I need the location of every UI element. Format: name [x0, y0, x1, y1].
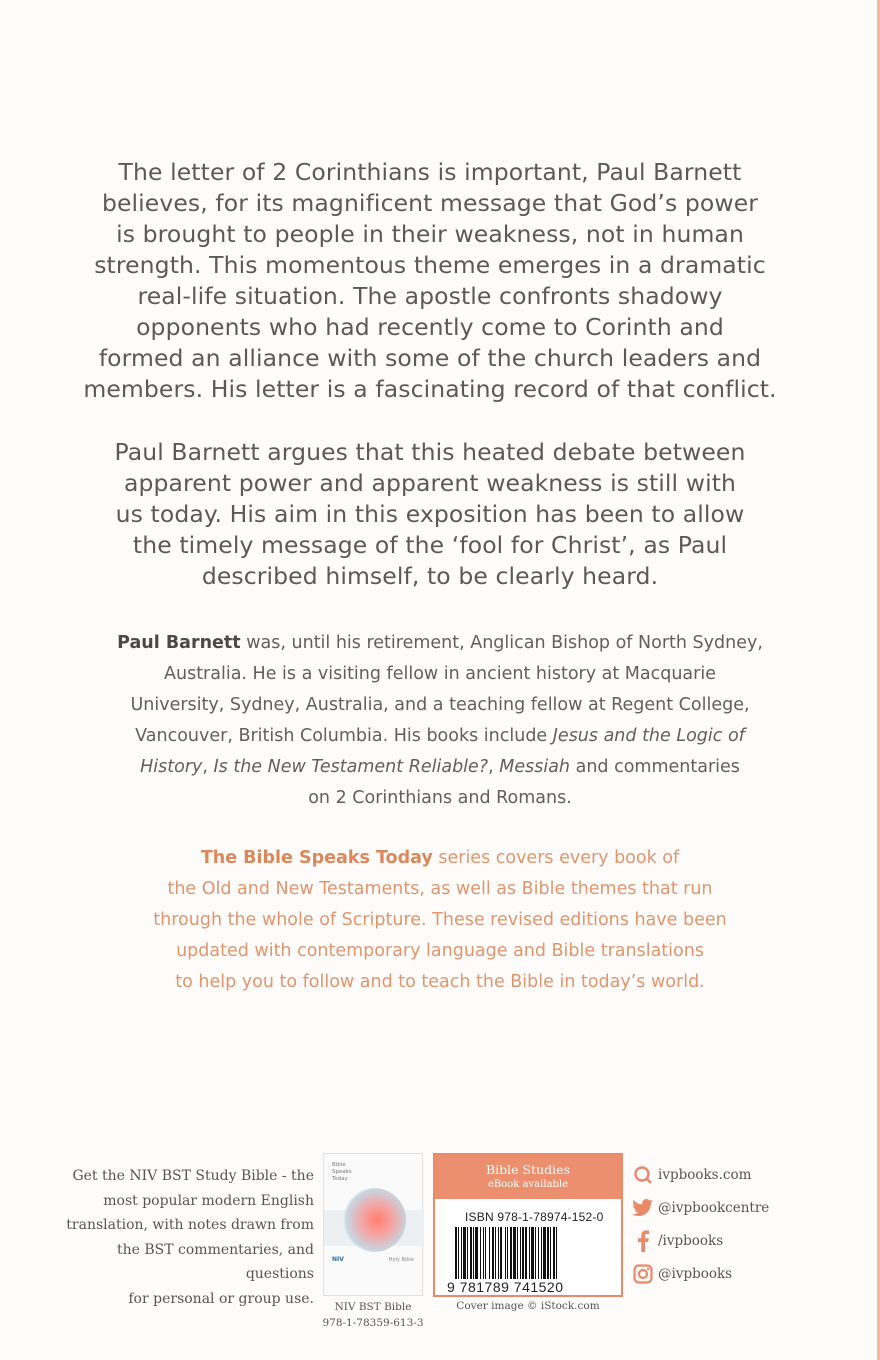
bio-text: and commentaries	[570, 757, 740, 777]
social-twitter[interactable]	[632, 1196, 832, 1220]
barcode-bar	[529, 1227, 530, 1279]
blurb-line: us today. His aim in this exposition has been to allow	[115, 500, 745, 528]
barcode-bar	[467, 1227, 468, 1279]
barcode-bar	[522, 1227, 524, 1279]
website-link[interactable]: ivpbooks.com	[658, 1167, 752, 1183]
series-text: series covers every book of	[432, 848, 680, 868]
barcode-bar	[475, 1227, 478, 1279]
series-line	[110, 843, 770, 874]
barcode-bar	[547, 1227, 549, 1279]
barcode-bar	[461, 1227, 462, 1279]
barcode-bar	[517, 1227, 518, 1279]
series-description	[110, 843, 770, 998]
barcode-bar	[513, 1227, 516, 1279]
cover-title-line: Speaks	[332, 1169, 352, 1175]
barcode-bar	[550, 1227, 551, 1279]
barcode-panel	[433, 1153, 623, 1297]
barcode-bar	[520, 1227, 521, 1279]
barcode-bar	[531, 1227, 534, 1279]
bio-line: Australia. He is a visiting fellow in ancient history at Macquarie	[164, 664, 716, 684]
blurb-line: The letter of 2 Corinthians is important, Paul Barnett	[118, 158, 742, 186]
study-bible-name: NIV BST Bible	[334, 1301, 412, 1313]
blurb-line: is brought to people in their weakness, not in human	[116, 220, 744, 248]
blurb-paragraph-1	[80, 157, 780, 405]
barcode-bar	[489, 1227, 490, 1279]
barcode-bar	[543, 1227, 546, 1279]
bio-line: on 2 Corinthians and Romans.	[308, 788, 572, 808]
promo-line: translation, with notes drawn from	[66, 1217, 314, 1233]
blurb-line: the timely message of the ‘fool for Christ’, as Paul	[132, 531, 728, 559]
barcode-bar	[505, 1227, 506, 1279]
barcode-bar	[495, 1227, 496, 1279]
barcode-digits: 9 781789 741520	[447, 1279, 564, 1295]
barcode-bar	[556, 1227, 557, 1279]
barcode-bar	[535, 1227, 536, 1279]
instagram-link[interactable]: @ivpbooks	[658, 1266, 733, 1282]
cover-holy-bible: Holy Bible	[388, 1257, 414, 1263]
barcode-bar	[553, 1227, 555, 1279]
blurb-line: apparent power and apparent weakness is still with	[123, 469, 737, 497]
book-title: Jesus and the Logic of	[552, 726, 745, 746]
bio-text: Vancouver, British Columbia. His books include	[135, 726, 553, 746]
cover-niv-logo: NIV	[332, 1256, 344, 1263]
barcode-bar	[483, 1227, 484, 1279]
promo-line: most popular modern English	[103, 1192, 314, 1209]
category-label: Bible Studies	[485, 1162, 570, 1177]
bio-text: ,	[488, 757, 500, 777]
barcode-bar	[473, 1227, 474, 1279]
blurb-line: members. His letter is a fascinating record of that conflict.	[83, 375, 777, 403]
study-bible-promo	[50, 1164, 314, 1311]
barcode-bar	[541, 1227, 542, 1279]
blurb-line: real-life situation. The apostle confronts shadowy	[137, 282, 723, 310]
barcode-bar	[500, 1227, 502, 1279]
book-title: Is the New Testament Reliable?	[213, 757, 489, 777]
bio-text: was, until his retirement, Anglican Bishop of North Sydney,	[240, 633, 763, 653]
barcode-bar	[480, 1227, 481, 1279]
twitter-icon	[632, 1197, 654, 1219]
blurb-line: strength. This momentous theme emerges in a dramatic	[94, 251, 766, 279]
author-bio	[110, 628, 770, 814]
blurb-line: believes, for its magnificent message that God’s power	[101, 189, 759, 217]
promo-line: Get the NIV BST Study Bible - the	[72, 1168, 314, 1184]
book-title: History	[140, 757, 203, 777]
blurb-line: formed an alliance with some of the church leaders and	[98, 344, 762, 372]
cover-credit: Cover image © iStock.com	[456, 1300, 600, 1312]
cover-title-line: Bible	[332, 1162, 346, 1168]
series-line: to help you to follow and to teach the Bible in today’s world.	[175, 972, 705, 992]
study-bible-caption	[310, 1300, 436, 1331]
barcode-icon	[455, 1227, 605, 1281]
series-name: The Bible Speaks Today	[200, 848, 433, 868]
blurb-line: opponents who had recently come to Corinth and	[136, 313, 724, 341]
bio-text: ,	[202, 757, 214, 777]
twitter-link[interactable]: @ivpbookcentre	[658, 1200, 770, 1216]
book-title: Messiah	[499, 757, 571, 777]
barcode-bar	[485, 1227, 486, 1279]
cover-title	[332, 1162, 352, 1183]
cover-title-line: Today	[332, 1176, 348, 1182]
study-bible-isbn: 978-1-78359-613-3	[322, 1316, 424, 1329]
facebook-icon	[632, 1230, 654, 1252]
series-line: updated with contemporary language and Bible translations	[176, 941, 704, 961]
search-icon	[632, 1164, 654, 1186]
ebook-label: eBook available	[488, 1179, 568, 1190]
facebook-link[interactable]: /ivpbooks	[658, 1233, 724, 1249]
barcode-bar	[525, 1227, 527, 1279]
barcode-bar	[458, 1227, 459, 1279]
bio-line	[110, 628, 770, 659]
series-line: through the whole of Scripture. These revised editions have been	[153, 910, 727, 930]
social-instagram[interactable]	[632, 1262, 832, 1286]
promo-line: for personal or group use.	[128, 1290, 314, 1307]
study-bible-cover-image	[323, 1153, 423, 1296]
promo-line: the BST commentaries, and questions	[116, 1241, 314, 1282]
isbn-label: ISBN 978-1-78974-152-0	[465, 1210, 604, 1224]
instagram-icon	[632, 1263, 654, 1285]
category-header	[435, 1155, 621, 1199]
author-name: Paul Barnett	[117, 633, 241, 653]
social-website[interactable]	[632, 1163, 832, 1187]
bio-line	[110, 721, 770, 752]
blurb-line: Paul Barnett argues that this heated debate between	[114, 438, 746, 466]
social-facebook[interactable]	[632, 1229, 832, 1253]
barcode-bar	[538, 1227, 539, 1279]
bio-line: University, Sydney, Australia, and a teaching fellow at Regent College,	[130, 695, 750, 715]
cover-circle	[342, 1188, 406, 1252]
barcode-bar	[463, 1227, 466, 1279]
series-line: the Old and New Testaments, as well as Bible themes that run	[167, 879, 713, 899]
barcode-bar	[470, 1227, 472, 1279]
blurb-line: described himself, to be clearly heard.	[201, 562, 659, 590]
barcode-bar	[507, 1227, 508, 1279]
barcode-bar	[510, 1227, 512, 1279]
barcode-bar	[498, 1227, 499, 1279]
barcode-bar	[455, 1227, 457, 1279]
bio-line	[110, 752, 770, 783]
barcode-bar	[492, 1227, 494, 1279]
blurb-paragraph-2	[80, 437, 780, 592]
